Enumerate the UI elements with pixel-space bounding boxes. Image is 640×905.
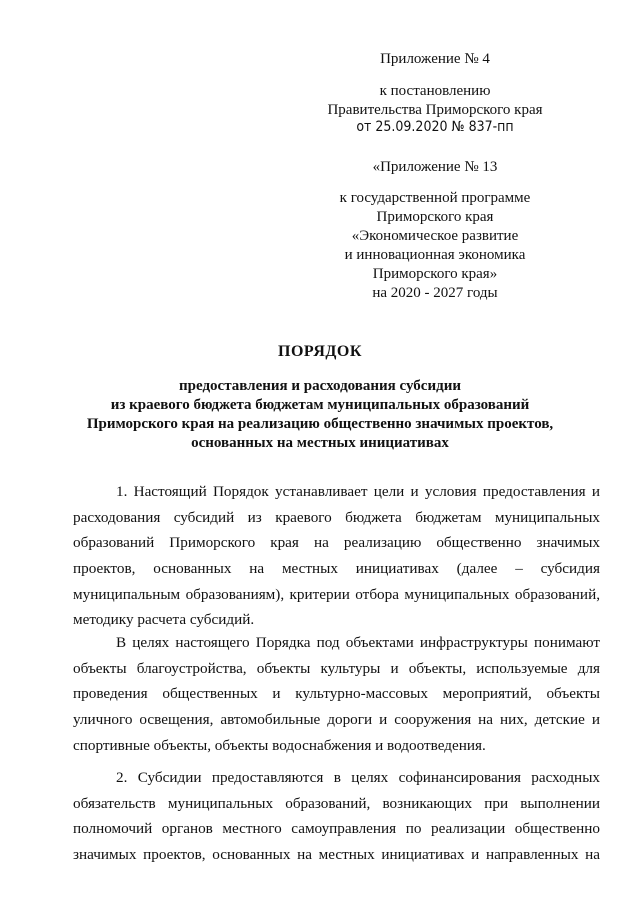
text-line: полномочий органов местного самоуправления по реализации общественно	[73, 820, 600, 838]
text-line: уличного освещения, автомобильные дороги и сооружения на них, детские и	[73, 711, 600, 729]
program-line: на 2020 - 2027 годы	[372, 285, 498, 301]
text-line: обязательств муниципальных образований, возникающих при выполнении	[73, 794, 600, 812]
text-line: В целях настоящего Порядка под объектами инфраструктуры понимают	[116, 634, 600, 651]
text-line: методику расчета субсидий.	[73, 611, 255, 629]
text-line: спортивные объекты, объекты водоснабжения и водоотведения.	[73, 736, 486, 754]
resolution-date-number: от 25.09.2020 № 837-пп	[356, 119, 514, 135]
to-resolution-line: к постановлению	[379, 83, 491, 99]
text-line: проведения общественных и культурно-массовых мероприятий, объекты	[73, 685, 600, 703]
subtitle-line: из краевого бюджета бюджетам муниципальных образований	[110, 397, 530, 413]
text-line: объекты благоустройства, объекты культуры и объекты, используемые для	[73, 659, 600, 677]
program-line: «Экономическое развитие	[351, 228, 519, 244]
government-line: Правительства Приморского края	[327, 102, 543, 118]
paragraph-1	[73, 479, 600, 633]
text-line: значимых проектов, основанных на местных инициативах и направленных на	[73, 846, 600, 864]
text-line: муниципальным образованиям), критерии отбора муниципальных образований,	[73, 585, 600, 603]
text-line: 2. Субсидии предоставляются в целях софинансирования расходных	[116, 769, 600, 786]
text-line: расходования субсидий из краевого бюджета бюджетам муниципальных	[73, 508, 600, 526]
program-reference	[300, 189, 570, 303]
document-subtitle	[60, 377, 580, 453]
program-line: и инновационная экономика	[344, 247, 526, 263]
paragraph-3	[73, 765, 600, 868]
program-line: Приморского края	[376, 209, 494, 225]
subtitle-line: основанных на местных инициативах	[191, 435, 449, 451]
text-line: образований Приморского края на реализацию общественно значимых	[73, 534, 600, 552]
subtitle-line: Приморского края на реализацию общественно значимых проектов,	[86, 416, 554, 432]
program-line: к государственной программе	[339, 190, 531, 206]
paragraph-2	[73, 630, 600, 758]
appendix-4-heading: Приложение № 4	[380, 51, 490, 67]
text-line: проектов, основанных на местных инициативах (далее – субсидия	[73, 560, 600, 578]
subtitle-line: предоставления и расходования субсидии	[179, 378, 461, 394]
program-line: Приморского края»	[372, 266, 498, 282]
text-line: 1. Настоящий Порядок устанавливает цели и условия предоставления и	[116, 483, 600, 500]
document-title: ПОРЯДОК	[278, 343, 362, 360]
appendix-13-heading: «Приложение № 13	[372, 159, 498, 175]
